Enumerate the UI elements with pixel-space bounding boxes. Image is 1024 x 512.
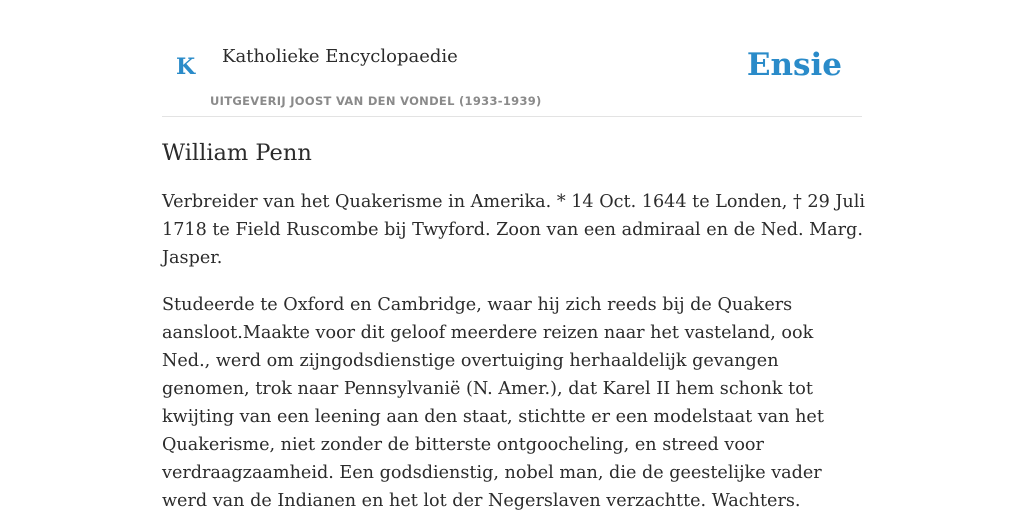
- article-content: [162, 138, 866, 512]
- article-paragraph: Verbreider van het Quakerisme in Amerika. * 14 Oct. 1644 te Londen, † 29 Juli 1718 te Field Ruscombe bij Twyford. Zoon van een admiraal en de Ned. Marg. Jasper.: [162, 192, 866, 269]
- encyclopedia-title: Katholieke Encyclopaedie: [222, 46, 458, 67]
- article-title: William Penn: [162, 140, 312, 166]
- article-paragraph: Studeerde te Oxford en Cambridge, waar hij zich reeds bij de Quakers aansloot.Maakte voor dit geloof meerdere reizen naar het vasteland, ook Ned., werd om zijngodsdienstige overtuiging herhaaldelijk gevangen genomen, trok naar Pennsylvanië (N. Amer.), dat Karel II hem schonk tot kwijting van een leening aan den staat, stichtte er een modelstaat van het Quakerisme, niet zonder de bitterste ontgoocheling, en streed voor verdraagzaamheid. Een godsdienstig, nobel man, die de geestelijke vader werd van de Indianen en het lot der Negerslaven verzachtte. Wachters.: [162, 295, 824, 512]
- encyclopedia-logo-link[interactable]: K: [176, 54, 196, 80]
- publisher-subtitle: UITGEVERIJ JOOST VAN DEN VONDEL (1933-1939): [210, 94, 542, 108]
- header: [162, 0, 862, 117]
- ensie-logo-link[interactable]: Ensie: [746, 47, 842, 83]
